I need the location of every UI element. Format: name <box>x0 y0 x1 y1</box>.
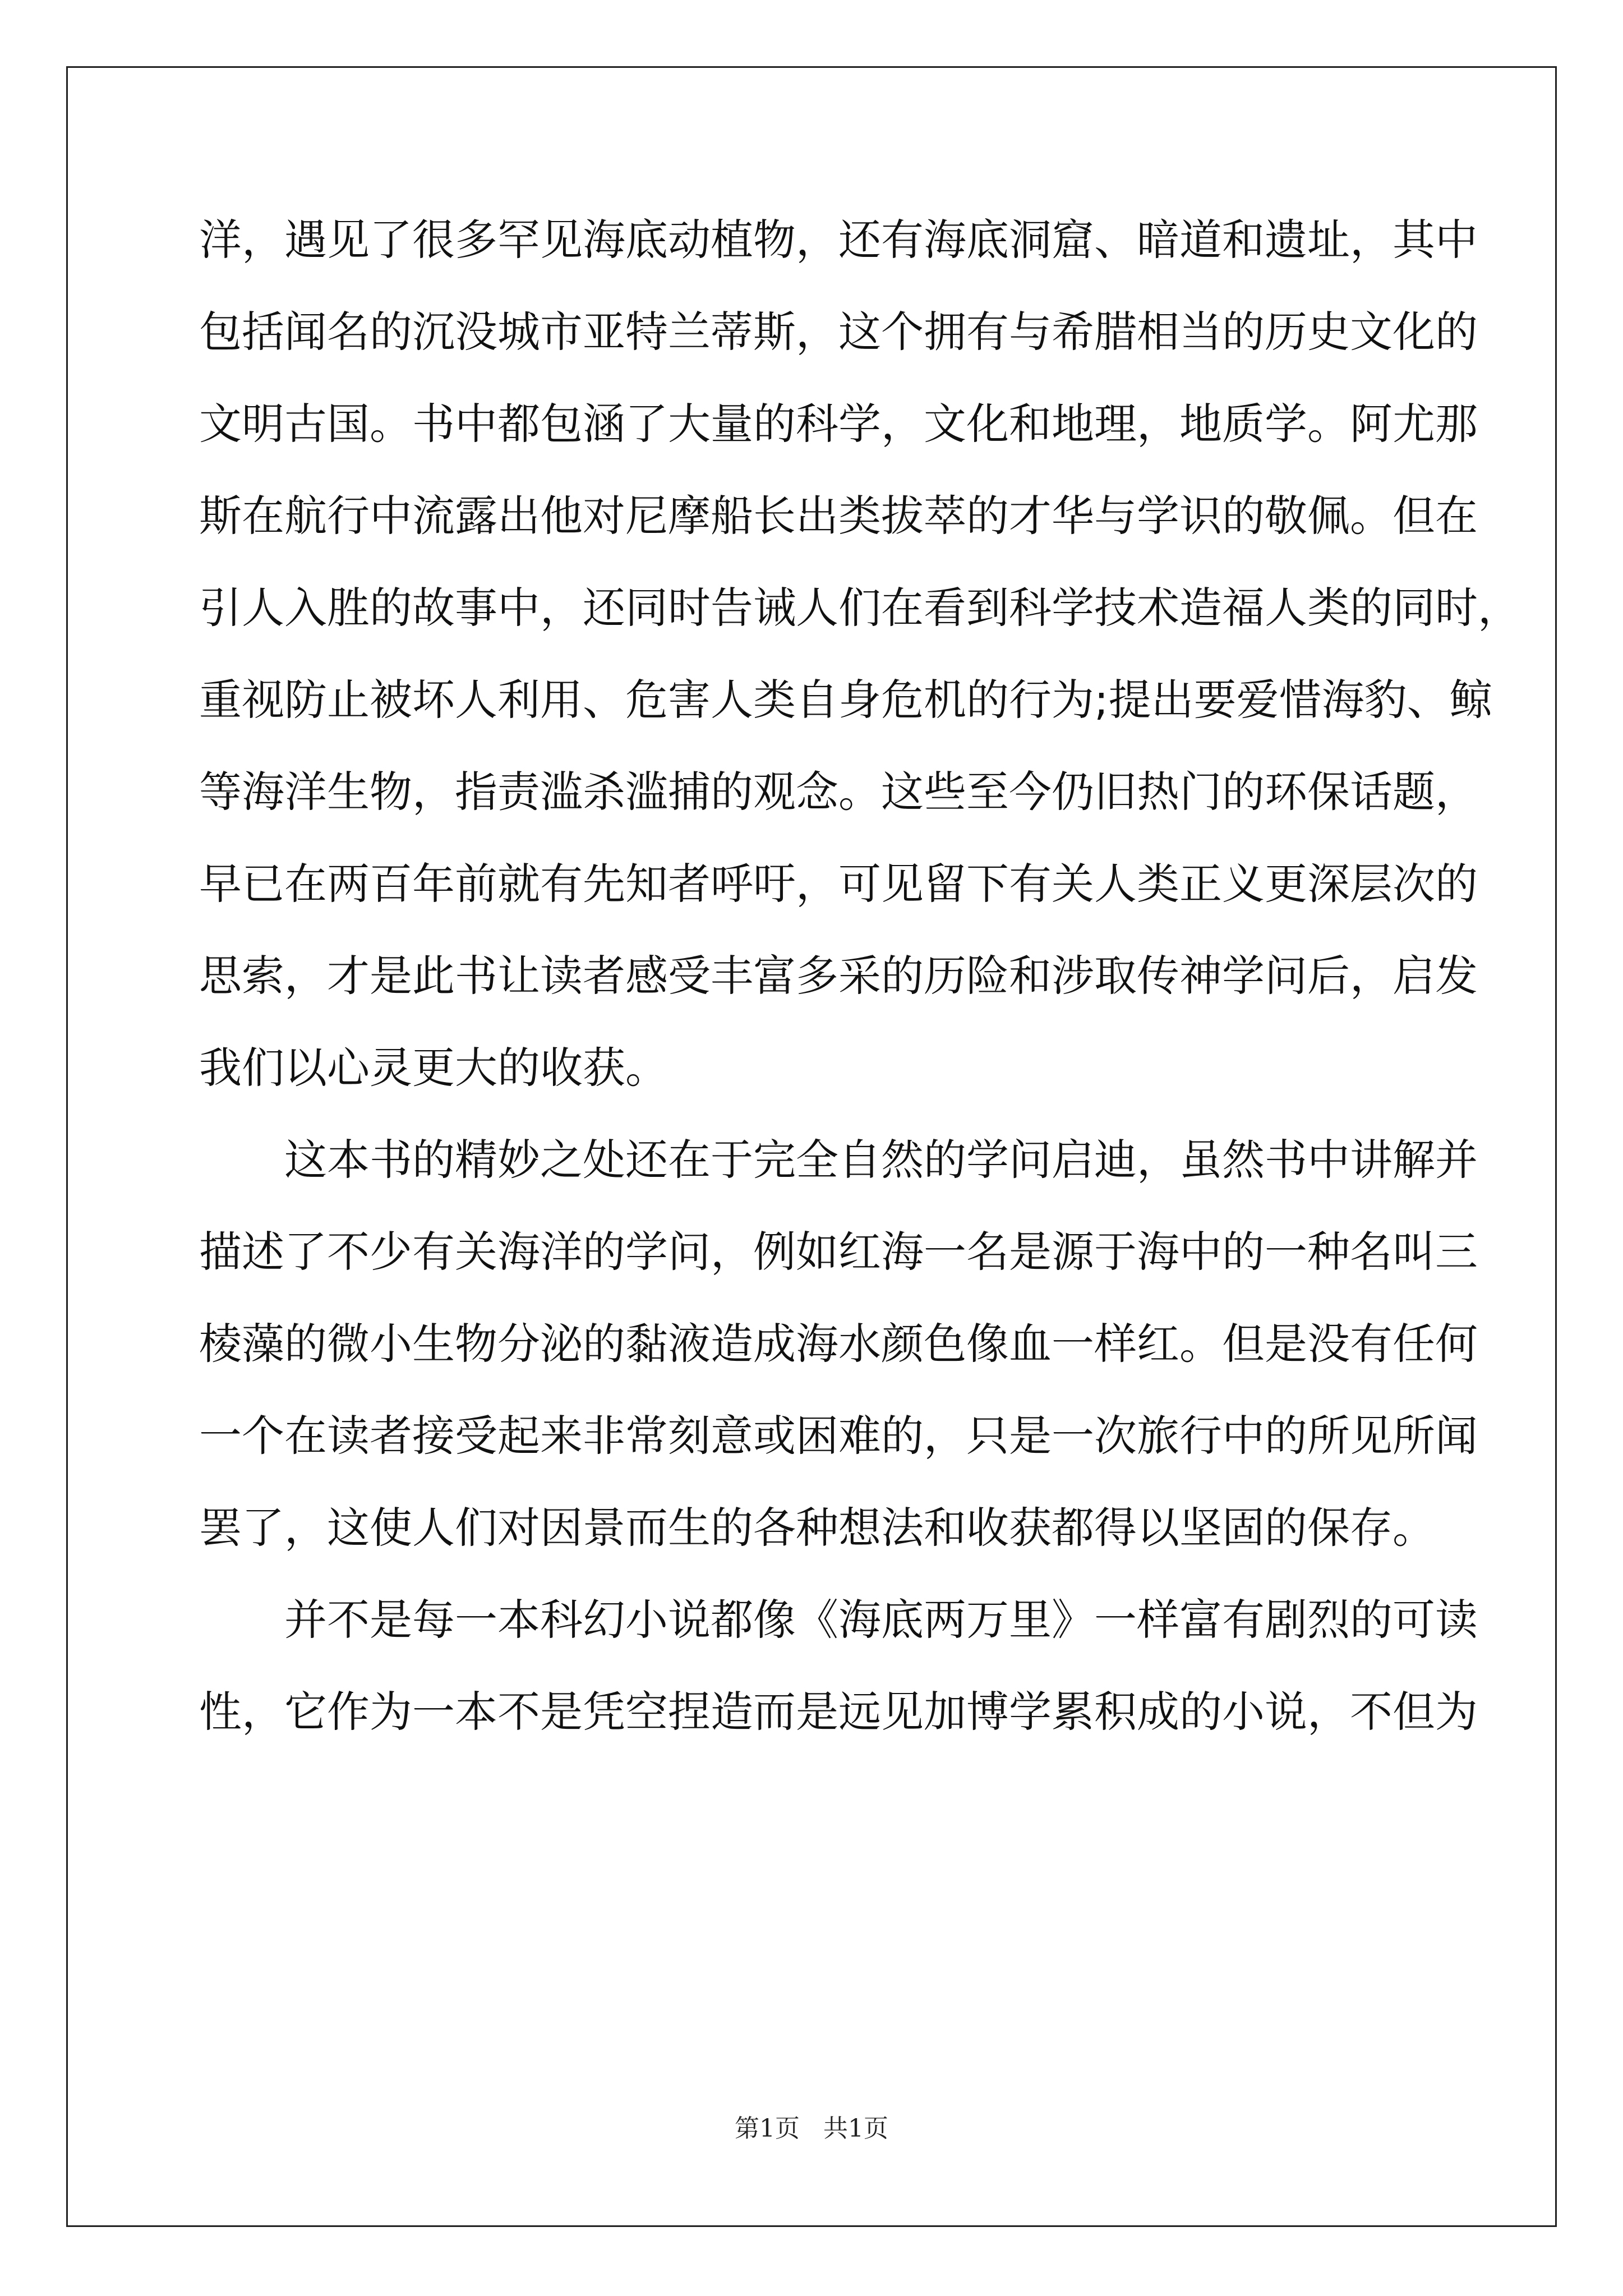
text-line: 包括闻名的沉没城市亚特兰蒂斯，这个拥有与希腊相当的历史文化的 <box>199 307 1478 357</box>
text-line: 斯在航行中流露出他对尼摩船长出类拔萃的才华与学识的敬佩。但在 <box>199 491 1478 541</box>
text-line: 重视防止被坏人利用、危害人类自身危机的行为;提出要爱惜海豹、鲸 <box>199 675 1492 725</box>
text-line: 早已在两百年前就有先知者呼吁，可见留下有关人类正义更深层次的 <box>199 859 1478 909</box>
text-line: 我们以心灵更大的收获。 <box>199 1043 668 1093</box>
text-line: 思索，才是此书让读者感受丰富多采的历险和涉取传神学问后，启发 <box>199 951 1478 1001</box>
paragraph-first-line: 这本书的精妙之处还在于完全自然的学问启迪，虽然书中讲解并 <box>284 1135 1478 1185</box>
text-line: 洋，遇见了很多罕见海底动植物，还有海底洞窟、暗道和遗址，其中 <box>199 215 1478 265</box>
text-line: 棱藻的微小生物分泌的黏液造成海水颜色像血一样红。但是没有任何 <box>199 1319 1478 1369</box>
text-line: 性，它作为一本不是凭空捏造而是远见加博学累积成的小说，不但为 <box>199 1687 1478 1737</box>
text-line: 罢了，这使人们对因景而生的各种想法和收获都得以坚固的保存。 <box>199 1503 1435 1553</box>
paragraph-first-line: 并不是每一本科幻小说都像《海底两万里》一样富有剧烈的可读 <box>284 1595 1478 1645</box>
text-line: 一个在读者接受起来非常刻意或困难的，只是一次旅行中的所见所闻 <box>199 1411 1478 1461</box>
text-line: 等海洋生物，指责滥杀滥捕的观念。这些至今仍旧热门的环保话题， <box>199 767 1478 817</box>
page-footer: 第1页 共1页 <box>735 2114 888 2143</box>
text-line: 引人入胜的故事中，还同时告诫人们在看到科学技术造福人类的同时， <box>199 583 1520 633</box>
text-line: 描述了不少有关海洋的学问，例如红海一名是源于海中的一种名叫三 <box>199 1227 1478 1277</box>
text-line: 文明古国。书中都包涵了大量的科学，文化和地理，地质学。阿尤那 <box>199 399 1478 449</box>
